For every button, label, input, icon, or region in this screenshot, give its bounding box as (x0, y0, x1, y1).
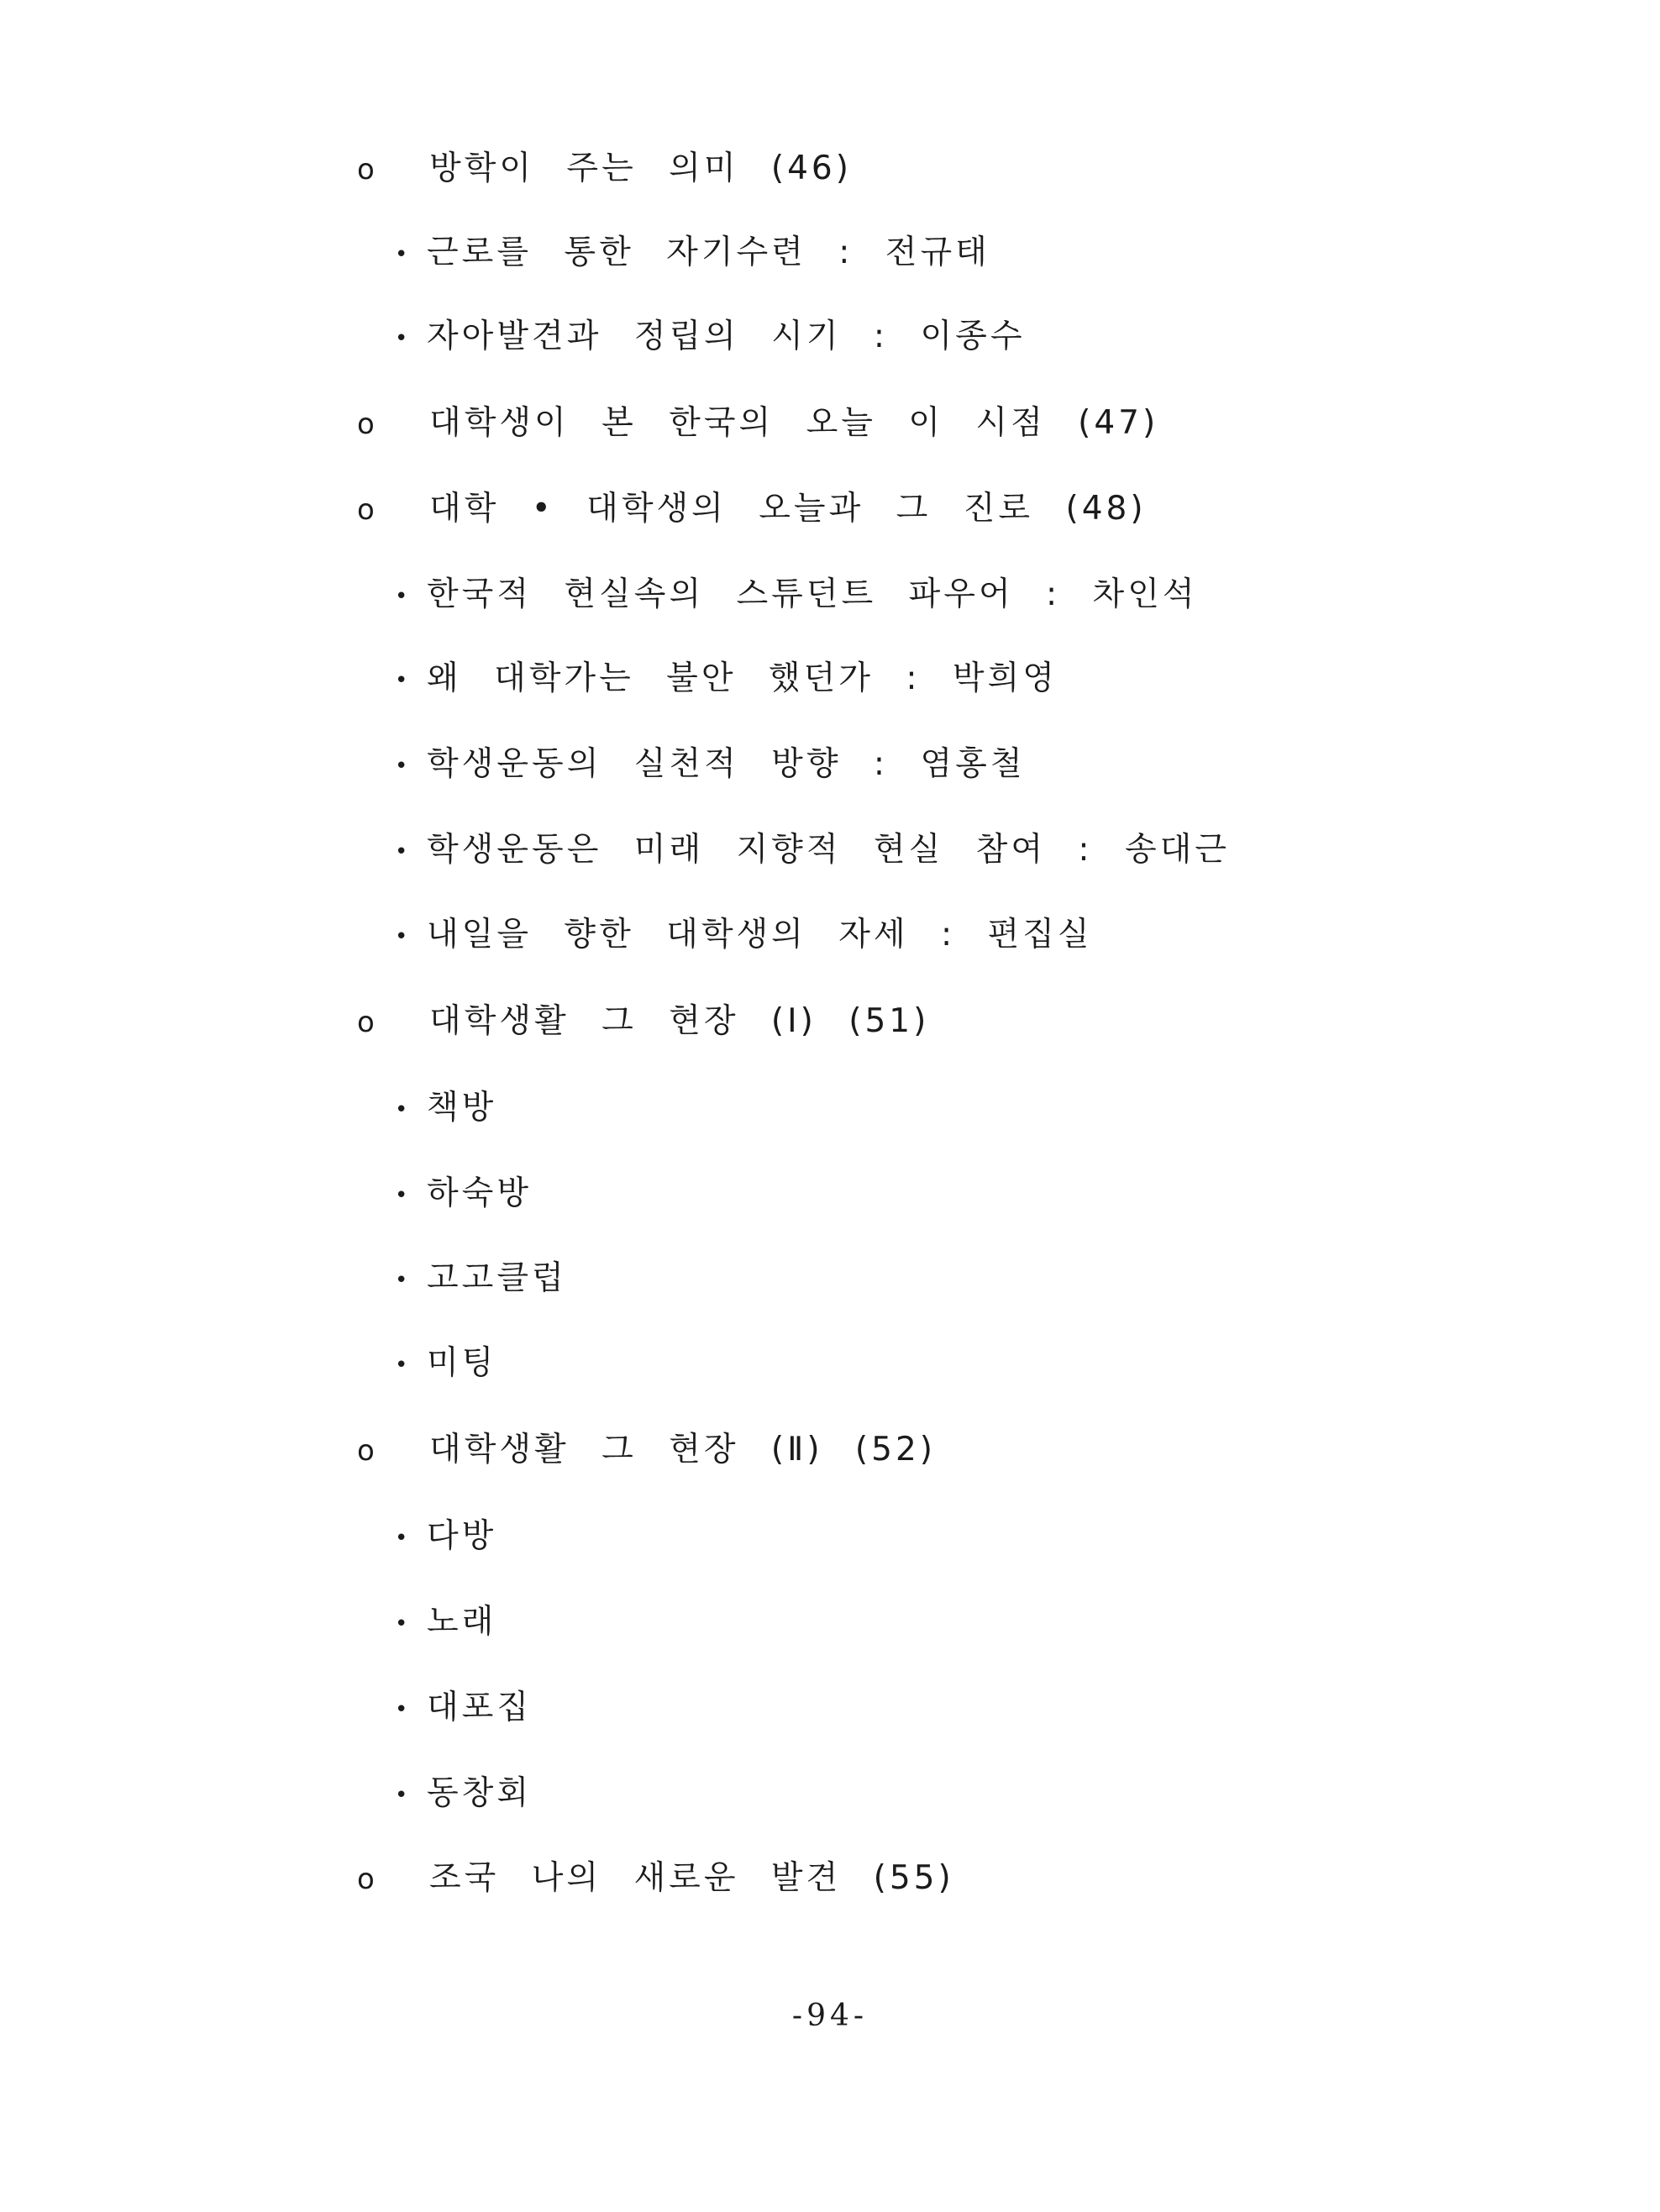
toc-subentry-text: 학생운동의 실천적 방향 : 염홍철 (427, 745, 1026, 783)
toc-subentry-text: 동창회 (427, 1774, 533, 1812)
toc-subentry-text: 대포집 (427, 1689, 533, 1726)
toc-subentry-text: 왜 대학가는 불안 했던가 : 박희영 (427, 659, 1058, 697)
toc-entry (357, 488, 1147, 531)
toc-subentry (395, 1773, 532, 1816)
toc-subentry (395, 232, 990, 276)
toc-subentry (395, 1258, 567, 1301)
dot-bullet-icon: • (395, 1696, 412, 1722)
dot-bullet-icon: • (395, 1352, 412, 1378)
toc-subentry-text: 한국적 현실속의 스튜던트 파우어 : 차인석 (427, 575, 1198, 613)
toc-subentry (395, 914, 1093, 958)
dot-bullet-icon: • (395, 1525, 412, 1551)
toc-subentry-text: 내일을 향한 대학생의 자세 : 편집실 (427, 916, 1093, 954)
toc-entry-text: 대학생활 그 현장 (Ⅰ) (51) (429, 1002, 930, 1040)
toc-entry-text: 대학생활 그 현장 (Ⅱ) (52) (429, 1431, 936, 1469)
circle-bullet-icon: o (357, 493, 378, 527)
toc-subentry-text: 근로를 통한 자기수련 : 전규태 (427, 234, 990, 271)
toc-subentry (395, 829, 1230, 873)
dot-bullet-icon: • (395, 667, 412, 693)
toc-subentry (395, 1087, 496, 1131)
toc-entry (357, 148, 852, 191)
dot-bullet-icon: • (395, 1610, 412, 1637)
toc-subentry (395, 658, 1058, 701)
dot-bullet-icon: • (395, 241, 412, 267)
toc-subentry-text: 학생운동은 미래 지향적 현실 참여 : 송대근 (427, 831, 1230, 869)
toc-entry-text: 방학이 주는 의미 (46) (429, 150, 852, 187)
toc-subentry (395, 1601, 496, 1645)
dot-bullet-icon: • (395, 583, 412, 609)
toc-subentry-text: 미팅 (427, 1344, 497, 1382)
dot-bullet-icon: • (395, 1182, 412, 1208)
toc-entry (357, 1429, 936, 1472)
toc-entry (357, 1001, 929, 1043)
toc-entry-text: 대학 • 대학생의 오늘과 그 진로 (48) (429, 490, 1147, 528)
toc-subentry-text: 하숙방 (427, 1174, 533, 1212)
dot-bullet-icon: • (395, 325, 412, 351)
circle-bullet-icon: o (357, 1863, 378, 1896)
toc-subentry-text: 노래 (427, 1603, 497, 1641)
toc-subentry (395, 1516, 496, 1559)
circle-bullet-icon: o (357, 1006, 378, 1039)
toc-entry (357, 1857, 954, 1900)
circle-bullet-icon: o (357, 407, 378, 441)
toc-subentry-text: 책방 (427, 1089, 497, 1127)
dot-bullet-icon: • (395, 753, 412, 779)
toc-entry-text: 조국 나의 새로운 발견 (55) (429, 1859, 954, 1897)
toc-subentry (395, 316, 1026, 360)
toc-entry-text: 대학생이 본 한국의 오늘 이 시점 (47) (429, 404, 1159, 442)
dot-bullet-icon: • (395, 1096, 412, 1122)
circle-bullet-icon: o (357, 153, 378, 187)
circle-bullet-icon: o (357, 1434, 378, 1468)
dot-bullet-icon: • (395, 838, 412, 864)
dot-bullet-icon: • (395, 923, 412, 949)
dot-bullet-icon: • (395, 1782, 412, 1808)
dot-bullet-icon: • (395, 1267, 412, 1293)
toc-subentry-text: 자아발견과 정립의 시기 : 이종수 (427, 318, 1026, 355)
toc-subentry (395, 743, 1026, 787)
toc-subentry (395, 1342, 496, 1386)
toc-subentry (395, 1173, 532, 1216)
page-number: -94- (791, 1999, 869, 2033)
toc-subentry (395, 1687, 532, 1731)
toc-subentry-text: 다방 (427, 1517, 497, 1555)
toc-subentry (395, 574, 1198, 617)
toc-entry (357, 402, 1158, 445)
toc-subentry-text: 고고클럽 (427, 1259, 567, 1297)
